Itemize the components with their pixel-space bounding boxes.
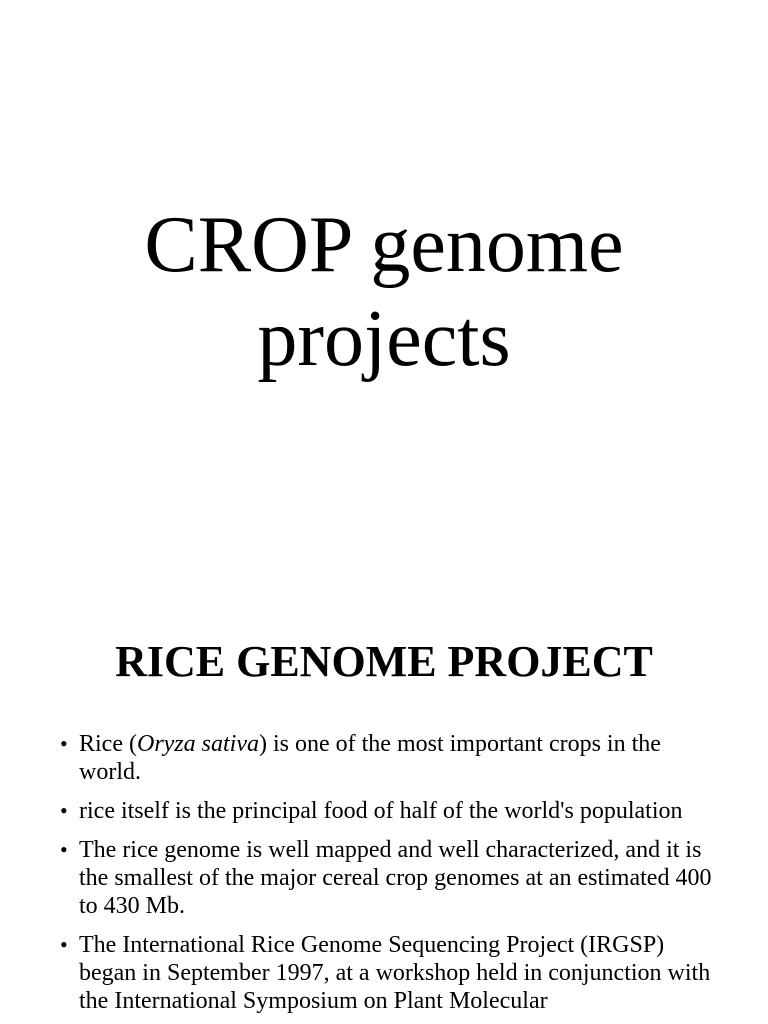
bullet-text: rice itself is the principal food of half of the world's population [79,798,683,824]
bullet-text: The rice genome is well mapped and well characterized, and it is the smallest of the major cereal crop genomes at an estimated 400 to 430 Mb. [79,837,712,919]
bullet-dot: • [60,731,68,756]
bullet-list [60,730,720,1024]
title-line-1: CROP genome [144,201,624,289]
bullet-dot: • [60,932,68,957]
bullet-text: ) is one of the most important crops in the world. [79,731,661,785]
bullet-item [60,836,720,920]
bullet-text: Rice ( [79,731,137,757]
bullet-dot: • [60,798,68,823]
content-slide [0,588,768,1024]
slide-heading: RICE GENOME PROJECT [115,637,653,686]
bullet-item [60,931,720,1015]
bullet-item [60,797,720,825]
species-name: Oryza sativa [136,731,259,757]
bullet-dot: • [60,837,68,862]
title-line-2: projects [257,295,511,383]
slide-title [0,198,768,386]
bullet-item [60,730,720,786]
bullet-text: The International Rice Genome Sequencing Project (IRGSP) began in September 1997, at a workshop held in conjunction with the International Symposium on Plant Molecular [79,932,711,1014]
